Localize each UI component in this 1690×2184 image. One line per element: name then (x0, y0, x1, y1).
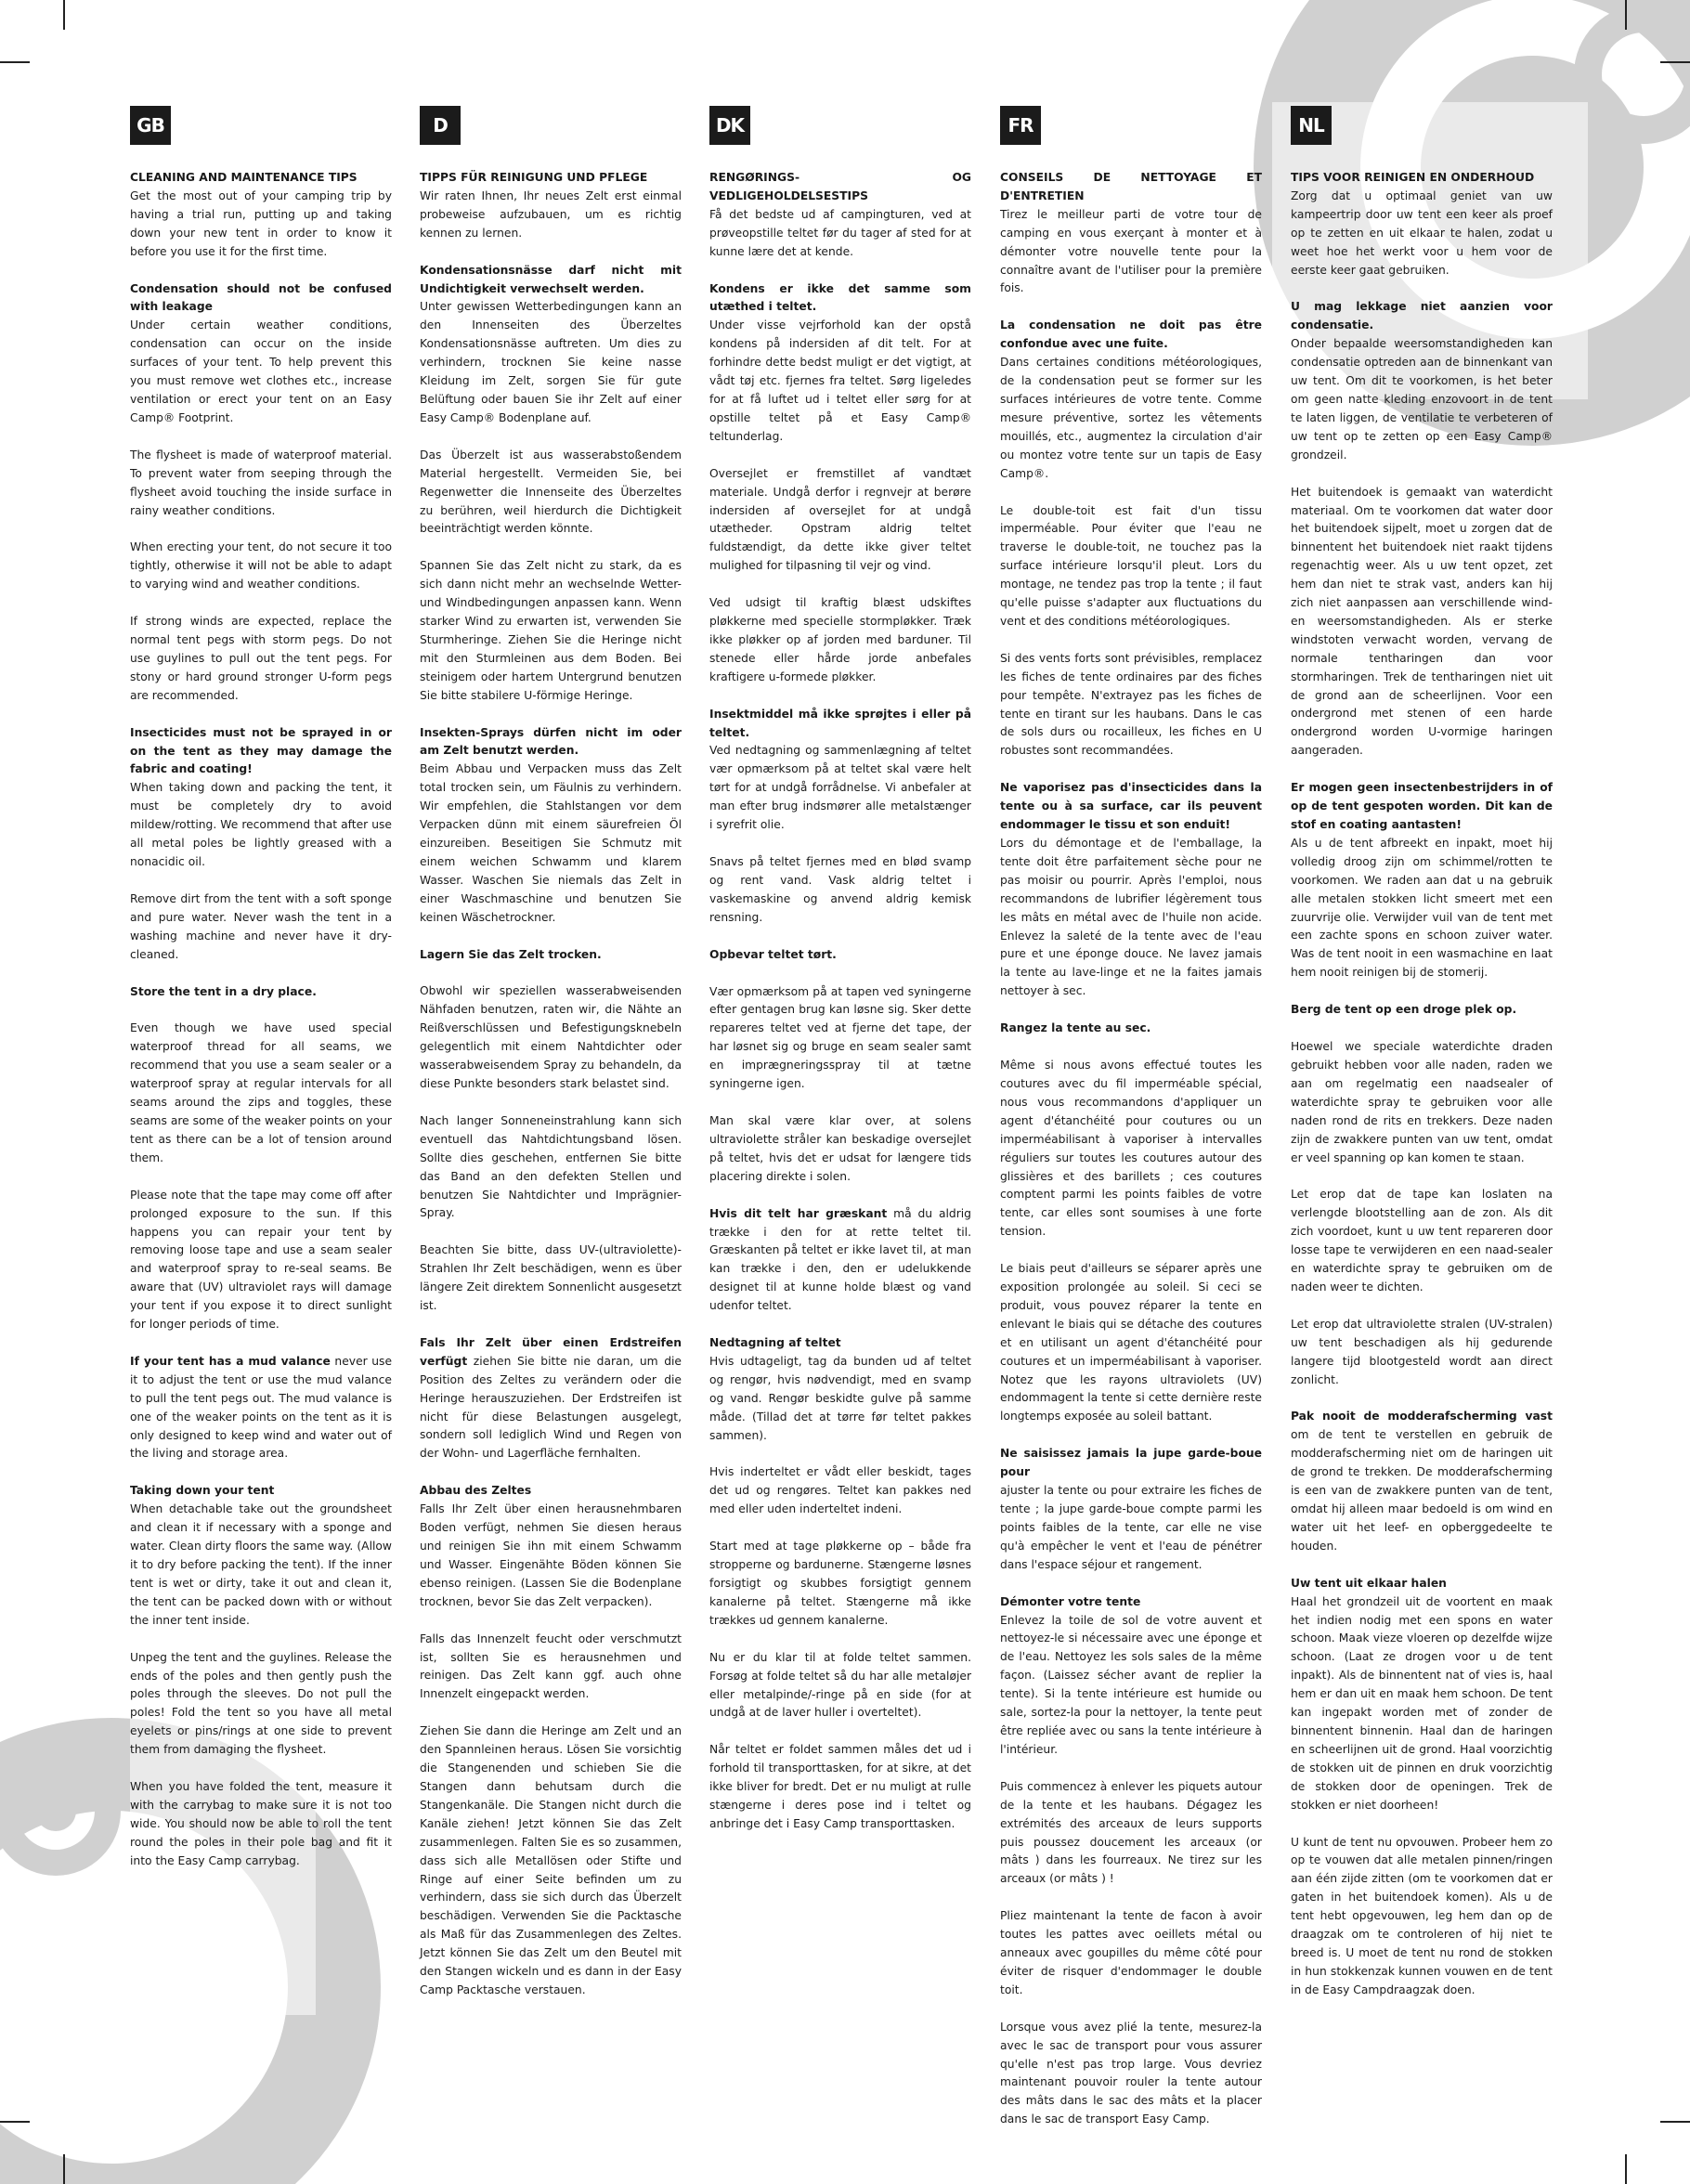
column-fr (1000, 106, 1262, 2148)
section (709, 1334, 971, 1445)
column-nl (1291, 106, 1553, 2019)
crop-mark-tr-v (1625, 0, 1627, 30)
language-badge: D (420, 106, 461, 145)
language-badge: FR (1000, 106, 1041, 145)
section-heading: Rangez la tente au sec. (1000, 1021, 1151, 1035)
section (709, 946, 971, 965)
paragraph: Beachten Sie bitte, dass UV-(ultraviolette)-Strahlen Ihr Zelt beschädigen, wenn es über längere Zeit direktem Sonnenlicht ausgesetzt ist. (420, 1243, 682, 1313)
paragraph: Ved udsigt til kraftig blæst udskiftes pløkkerne med specielle stormpløkker. Træk ikke pløkker op af jorden med barduner. Til stenede eller hårde jorde anbefales kraftigere u-formede pløkker. (709, 596, 971, 683)
body-text: Under visse vejrforhold kan der opstå kondens på indersiden af dit telt. For at forhindre dette bedst muligt er det vigtigt, at vådt tøj etc. fjernes fra teltet. Sørg ligeledes for at få luftet ud i teltet eller sørg for at opstille teltet på et Easy Camp® teltunderlag. (709, 318, 971, 443)
paragraph: Puis commencez à enlever les piquets autour de la tente et les haubans. Dégagez les extrémités des arceaux de leurs supports puis poussez doucement les arceaux (or mâts ) dans les fourreaux. Ne tirez sur les arceaux (or mâts ) ! (1000, 1779, 1262, 1886)
paragraph: Når teltet er foldet sammen måles det ud i forhold til transporttasken, for at sikre, at det ikke bliver for bredt. Det er nu muligt at rulle stængerne i deres pose ind i teltet og anbringe det i Easy Camp transporttasken. (709, 1743, 971, 1830)
body-text: Lors du démontage et de l'emballage, la tente doit être parfaitement sèche pour ne pas moisir ou pourrir. Après l'emploi, nous recommandons de lubrifier légèrement tous les mâts en métal avec de l'huile non acide. Enlevez la saleté de la tente avec de l'eau pure et une éponge douce. Ne lavez jamais la tente au lave-linge et ne la faites jamais nettoyer à sec. (1000, 837, 1262, 998)
section (420, 724, 682, 928)
section-title: TIPS VOOR REINIGEN EN ONDERHOUD (1291, 171, 1535, 184)
section-heading: Insecticides must not be sprayed in or on the tent as they may damage the fabric and coating! (130, 725, 392, 776)
body-text: never use it to adjust the tent or use the mud valance to pull the tent pegs out. The mud valance is one of the weaker points on the tent as it is only designed to keep wind and water out of the living and storage area. (130, 1354, 393, 1461)
paragraph: Das Überzelt ist aus wasserabstoßendem Material hergestellt. Vermeiden Sie, bei Regenwetter die Innenseite des Überzeltes zu berühren, weil hierdurch die Dichtigkeit beeinträchtigt werden könnte. (420, 448, 682, 536)
paragraph: Spannen Sie das Zelt nicht zu stark, da es sich dann nicht mehr an wechselnde Wetter- und Windbedingungen anpassen kann. Wenn starker Wind zu erwarten ist, verwenden Sie Sturmheringe. Ziehen Sie die Heringe nicht mit den Sturmleinen aus dem Boden. Bei steinigem oder hartem Untergrund benutzen Sie bitte stabilere U-förmige Heringe. (420, 559, 682, 702)
section (1291, 1575, 1553, 1815)
section (130, 1482, 392, 1630)
paragraph: Start med at tage pløkkerne op – både fra stropperne og bardunerne. Stængerne løsnes forsigtigt og skubbes forsigtigt gennem kanalerne på teltet. Stængerne må ikke trækkes ud gennem kanalerne. (709, 1540, 971, 1627)
paragraph: Snavs på teltet fjernes med en blød svamp og rent vand. Vask aldrig teltet i vaskemaskine og anvend aldrig kemisk rensning. (709, 855, 971, 924)
crop-mark-br-h (1660, 2121, 1690, 2123)
paragraph: Let erop dat ultraviolette stralen (UV-stralen) uw tent beschadigen als hij gedurende langere tijd blootgesteld wordt aan direct zonlicht. (1291, 1317, 1553, 1386)
section-heading: Nedtagning af teltet (709, 1336, 841, 1350)
section (130, 1353, 392, 1463)
section (709, 706, 971, 835)
body-text: Onder bepaalde weersomstandigheden kan condensatie optreden aan de binnenkant van uw tent. Om dit te voorkomen, is het beter om geen natte kleding enzovoort in de tent te laten liggen, de ventilatie te verbeteren of uw tent op te zetten op een Easy Camp® grondzeil. (1291, 337, 1553, 462)
body-text: om de tent te verstellen en gebruik de modderafscherming niet om de haringen uit de grond te trekken. De modderafscherming is een van de zwakkere punten van de tent, omdat hij alleen maar bedoeld is om wind en water uit het leef- en opberggedeelte te houden. (1291, 1428, 1553, 1553)
body-text: Tirez le meilleur parti de votre tour de camping en vous exerçant à monter et à démonter votre nouvelle tente pour la connaître avant de l'utiliser pour la première fois. (1000, 207, 1262, 295)
language-badge: GB (130, 106, 171, 145)
paragraph: If strong winds are expected, replace the normal tent pegs with storm pegs. Do not use guylines to pull out the tent pegs. For stony or hard ground stronger U-form pegs are recommended. (130, 615, 392, 702)
section-heading: Ne saisissez jamais la jupe garde-boue pour (1000, 1447, 1262, 1479)
section (420, 1482, 682, 1611)
paragraph: When you have folded the tent, measure it with the carrybag to make sure it is not too wide. You should now be able to roll the tent round the poles in their pole bag and fit it into the Easy Camp carrybag. (130, 1780, 392, 1867)
crop-mark-tr-h (1660, 61, 1690, 63)
column-gb (130, 106, 392, 1890)
section-heading: Insekten-Sprays dürfen nicht im oder am Zelt benutzt werden. (420, 725, 682, 758)
body-text: Zorg dat u optimaal geniet van uw kampeertrip door uw tent een keer als proef op te zetten en uit elkaar te halen, zodat u weet hoe het werkt voor u hem voor de eerste keer gaat gebruiken. (1291, 188, 1553, 277)
section-heading: Ne vaporisez pas d'insecticides dans la tente ou à sa surface, car ils peuvent endommager le tissu et son enduit! (1000, 781, 1262, 832)
section-title: RENGØRINGS- OG VEDLIGEHOLDELSESTIPS (709, 171, 971, 202)
section-heading: Insektmiddel må ikke sprøjtes i eller på teltet. (709, 707, 971, 739)
section (420, 262, 682, 428)
paragraph: Let erop dat de tape kan loslaten na verlengde blootstelling aan de zon. Als dit zich voordoet, kunt u uw tent repareren door losse tape te verwijderen en een naad-sealer en waterdichte spray te gebruiken om de naden weer te dichten. (1291, 1188, 1553, 1294)
paragraph: Le double-toit est fait d'un tissu imperméable. Pour éviter que l'eau ne traverse le double-toit, ne touchez pas la surface intérieure lorsqu'il pleut. Lors du montage, ne tendez pas trop la tente ; il faut qu'elle puisse s'adapter aux fluctuations du vent et des conditions météorologiques. (1000, 503, 1262, 628)
crop-mark-br-v (1625, 2154, 1627, 2184)
paragraph: Hvis inderteltet er vådt eller beskidt, tages det ud og rengøres. Teltet kan pakkes ned med eller uden inderteltet indeni. (709, 1465, 971, 1516)
section-heading: Taking down your tent (130, 1484, 275, 1498)
section-heading: Uw tent uit elkaar halen (1291, 1576, 1447, 1590)
paragraph: The flysheet is made of waterproof material. To prevent water from seeping through the flysheet avoid touching the inside surface in rainy weather conditions. (130, 448, 392, 517)
paragraph: Remove dirt from the tent with a soft sponge and pure water. Never wash the tent in a washing machine and never have it dry-cleaned. (130, 891, 392, 961)
section-heading: Kondensationsnässe darf nicht mit Undichtigkeit verwechselt werden. (420, 263, 682, 295)
paragraph: Même si nous avons effectué toutes les coutures avec du fil imperméable spécial, nous vous recommandons d'appliquer un agent d'étanchéité pour coutures ou un imperméabilisant à vaporiser à intervalles réguliers sur toutes les coutures autour des glissières et des barillets ; ces coutures comptent parmi les points faibles de votre tente, car elles sont soumises à une forte tension. (1000, 1059, 1262, 1239)
section (420, 1334, 682, 1463)
paragraph: Even though we have used special waterproof thread for all seams, we recommend that you use a seam sealer or a waterproof spray at regular intervals for all seams around the zips and toggles, these seams are some of the weaker points on your tent as there can be a lot of tension around them. (130, 1021, 392, 1164)
section (1000, 1445, 1262, 1574)
paragraph: Ziehen Sie dann die Heringe am Zelt und an den Spannleinen heraus. Lösen Sie vorsichtig die Stangenenden und schieben Sie die Stangen dann behutsam durch die Stangenkanäle. Die Stangen nicht durch die Kanäle ziehen! Jetzt können Sie das Zelt zusammenlegen. Falten Sie es so zusammen, dass sich alle Metallösen oder Stifte und Ringe auf einer Seite befinden um zu verhindern, dass sie sich durch das Überzelt beschädigen. Verwenden Sie die Packtasche als Maß für das Zusammenlegen des Zeltes. Jetzt können Sie das Zelt um den Beutel mit den Stangen wickeln und es dann in der Easy Camp Packtasche verstauen. (420, 1724, 682, 1996)
crop-mark-bl-v (63, 2154, 65, 2184)
crop-mark-tl-h (0, 61, 30, 63)
body-text: ziehen Sie bitte nie daran, um die Position des Zeltes zu verändern oder die Heringe herauszuziehen. Der Erdstreifen ist nicht für diese Belastungen ausgelegt, sondern soll lediglich Wind und Regen von der Wohn- und Lagerfläche fernhalten. (420, 1354, 682, 1461)
body-text: Get the most out of your camping trip by having a trial run, putting up and taking down your new tent in order to know it before you use it for the first time. (130, 188, 392, 258)
paragraph: Si des vents forts sont prévisibles, remplacez les fiches de tente ordinaires par des fiches pour tempête. N'extrayez pas les fiches de tente en tirant sur les haubans. Dans le cas de sols durs ou rocailleux, les fiches en U robustes sont recommandées. (1000, 651, 1262, 758)
section (130, 724, 392, 872)
section-heading: Kondens er ikke det samme som utæthed i teltet. (709, 281, 971, 314)
section (1000, 1020, 1262, 1038)
body-text: Enlevez la toile de sol de votre auvent et nettoyez-le si nécessaire avec une éponge et de l'eau. Nettoyez les sols sales de la même façon. (Laissez sécher avant de replier la tente). Si la tente intérieure est humide ou sale, sortez-la pour la nettoyer, la tente peut être repliée avec ou sans la tente intérieure à l'intérieur. (1000, 1613, 1262, 1756)
crop-mark-bl-h (0, 2121, 30, 2123)
body-text: ajuster la tente ou pour extraire les fiches de tente ; la jupe garde-boue compte parmi les points faibles de la tente, car elle ne vise qu'à empêcher le vent et l'eau de pénétrer dans l'espace séjour et rangement. (1000, 1484, 1262, 1571)
section-heading: Abbau des Zeltes (420, 1484, 532, 1498)
section (130, 169, 392, 262)
body-text: Haal het grondzeil uit de voortent en maak het indien nodig met een spons en water schoon. Maak vieze vloeren op dezelfde wijze schoon. (Laat ze drogen voor u de tent inpakt). Als de binnentent nat of vies is, haal hem er dan uit en maak hem schoon. De tent kan ingepakt worden met of zonder de binnentent binnenin. Haal dan de haringen en scheerlijnen uit de grond. Haal voorzichtig de stokken uit de pinnen en druk voorzichtig de stokken door de openingen. Trek de stokken er niet doorheen! (1291, 1594, 1553, 1812)
language-badge: DK (709, 106, 750, 145)
paragraph: Vær opmærksom på at tapen ved syningerne efter gentagen brug kan løsne sig. Sker dette repareres teltet ved at fjerne det tape, der har løsnet sig og bruge en seam sealer samt en imprægneringsspray til at tætne syningerne igen. (709, 984, 971, 1091)
section (1291, 1001, 1553, 1020)
paragraph: U kunt de tent nu opvouwen. Probeer hem zo op te vouwen dat alle metalen pinnen/ringen aan één zijde zitten (om te voorkomen dat er gaten in het buitendoek komen). Als u de tent hebt opgevouwen, leg hem dan op de draagzak om te controleren of hij niet te breed is. U moet de tent nu rond de stokken in hun stokkenzak kunnen vouwen en de tent in de Easy Campdraagzak doen. (1291, 1835, 1553, 1996)
body-text: Under certain weather conditions, condensation can occur on the inside surfaces of your tent. To help prevent this you must remove wet clothes etc., increase ventilation or erect your tent on an Easy Camp® Footprint. (130, 318, 392, 424)
section-heading: La condensation ne doit pas être confondue avec une fuite. (1000, 318, 1262, 351)
section-heading: Condensation should not be confused with leakage (130, 281, 392, 314)
section-title: CLEANING AND MAINTENANCE TIPS (130, 171, 358, 184)
section (1000, 317, 1262, 483)
paragraph: Le biais peut d'ailleurs se séparer après une exposition prolongée au soleil. Si ceci se produit, vous pouvez réparer la tente en enlevant le biais qui se détache des coutures et en utilisant un agent d'étanchéité pour coutures et un imperméabilisant à vaporiser. Notez que les rayons ultraviolets (UV) endommagent la tente si cette dernière reste longtemps exposée au soleil battant. (1000, 1262, 1262, 1424)
paragraph: Hoewel we speciale waterdichte draden gebruikt hebben voor alle naden, raden we aan om regelmatig een naadsealer of waterdichte spray te gebruiken voor alle naden rond de rits en trekkers. Deze naden zijn de zwakkere punten van uw tent, omdat er veel spanning op kan komen te staan. (1291, 1040, 1553, 1164)
section (1291, 779, 1553, 982)
lead-in: Pak nooit de modderafscherming vast (1291, 1410, 1553, 1424)
section-heading: Opbevar teltet tørt. (709, 947, 837, 961)
paragraph: Please note that the tape may come off after prolonged exposure to the sun. If this happens you can repair your tent by removing loose tape and use a seam sealer and waterproof spray to re-seal seams. Be aware that (UV) ultraviolet rays will damage your tent if you expose it to direct sunlight for longer periods of time. (130, 1188, 392, 1332)
language-badge: NL (1291, 106, 1332, 145)
body-text: Få det bedste ud af campingturen, ved at prøveopstille teltet før du tager af sted for at kunne lære det at kende. (709, 207, 971, 258)
section-heading: Store the tent in a dry place. (130, 984, 317, 998)
section (130, 280, 392, 428)
section-title: CONSEILS DE NETTOYAGE ET D'ENTRETIEN (1000, 171, 1262, 202)
column-dk (709, 106, 971, 1852)
section (709, 169, 971, 262)
lead-in: If your tent has a mud valance (130, 1354, 331, 1368)
language-columns (130, 106, 1579, 2149)
paragraph: Obwohl wir speziellen wasserabweisenden Nähfaden benutzen, raten wir, die Nähte an Reißverschlüssen und Befestigungsknebeln gelegentlich mit einem Nahtdichter oder wasserabweisendem Spray zu behandeln, da diese Punkte besonders stark belastet sind. (420, 984, 682, 1090)
body-text: Falls Ihr Zelt über einen herausnehmbaren Boden verfügt, nehmen Sie diesen heraus und reinigen Sie ihn mit einem Schwamm und Wasser. Eingenähte Böden können Sie ebenso reinigen. (Lassen Sie die Bodenplane trocknen, bevor Sie das Zelt verpacken). (420, 1502, 682, 1608)
paragraph: Nu er du klar til at folde teltet sammen. Forsøg at folde teltet så du har alle metaløjer eller metalpinde/-ringe på en side (for at undgå at de laver huller i overteltet). (709, 1650, 971, 1720)
section (130, 983, 392, 1002)
section-heading: U mag lekkage niet aanzien voor condensatie. (1291, 300, 1553, 332)
section (420, 169, 682, 243)
section (1291, 298, 1553, 464)
section (420, 946, 682, 965)
paragraph: Nach langer Sonneneinstrahlung kann sich eventuell das Nahtdichtungsband lösen. Sollte dies geschehen, entfernen Sie bitte das Band an den defekten Stellen und benutzen Sie Nahtdichter und Imprägnier-Spray. (420, 1113, 682, 1220)
paragraph: Pliez maintenant la tente de facon à avoir toutes les pattes avec oeillets métal ou anneaux avec goupilles du même côté pour éviter de risquer d'endommager le double toit. (1000, 1909, 1262, 1996)
column-d (420, 106, 682, 2019)
section (1291, 169, 1553, 280)
section-heading: Démonter votre tente (1000, 1594, 1141, 1608)
dot-bottom-left (35, 1790, 76, 1831)
body-text: When taking down and packing the tent, it must be completely dry to avoid mildew/rotting. We recommend that after use all metal poles be lightly greased with a nonacidic oil. (130, 781, 392, 868)
body-text: må du aldrig trække i den for at rette teltet til. Græskanten på teltet er ikke lavet til, at man kan trække i den, den er udelukkende designet til at kunne holde blæst og vand udenfor teltet. (709, 1206, 971, 1313)
body-text: Dans certaines conditions météorologiques, de la condensation peut se former sur les surfaces intérieures de votre tente. Comme mesure préventive, sortez les vêtements mouillés, etc., augmentez la circulation d'air ou montez votre tente sur un tapis de Easy Camp®. (1000, 356, 1262, 480)
body-text: Wir raten Ihnen, Ihr neues Zelt erst einmal probeweise aufzubauen, um es richtig kennen zu lernen. (420, 188, 682, 240)
section (709, 1205, 971, 1316)
body-text: Als u de tent afbreekt en inpakt, moet hij volledig droog zijn om schimmel/rotten te voorkomen. We raden aan dat u na gebruik alle metalen stokken licht smeert met een zuurvrije olie. Verwijder vuil van de tent met een zachte spons en schoon zuiver water. Was de tent nooit in een wasmachine en laat hem nooit reinigen bij de stomerij. (1291, 836, 1553, 980)
lead-in: Fals Ihr Zelt über einen Erdstreifen verfügt (420, 1335, 682, 1368)
section (1000, 1593, 1262, 1760)
crop-mark-tl-v (63, 0, 65, 30)
paragraph: Lorsque vous avez plié la tente, mesurez-la avec le sac de transport pour vous assurer qu'elle n'est pas trop large. Vous devriez maintenant pouvoir rouler la tente autour des mâts dans le sac des mâts et la placer dans le sac de transport Easy Camp. (1000, 2020, 1262, 2126)
paragraph: Oversejlet er fremstillet af vandtæt materiale. Undgå derfor i regnvejr at berøre indersiden af oversejlet for at undgå utætheder. Opstram aldrig teltet fuldstændigt, da dette ikke giver teltet mulighed for tilpasning til vejr og vind. (709, 466, 971, 573)
body-text: Hvis udtageligt, tag da bunden ud af teltet og rengør, hvis nødvendigt, med en svamp og vand. Rengør beskidte gulve på samme måde. (Tillad det at tørre før teltet pakkes sammen). (709, 1354, 971, 1442)
paragraph: When erecting your tent, do not secure it too tightly, otherwise it will not be able to adapt to varying wind and weather conditions. (130, 540, 392, 592)
body-text: When detachable take out the groundsheet and clean it if necessary with a sponge and water. Clean dirty floors the same way. (Allow it to dry before packing the tent). If the inner tent is wet or dirty, take it out and clean it, the tent can be packed down with or without the inner tent inside. (130, 1502, 392, 1627)
section-heading: Berg de tent op een droge plek op. (1291, 1003, 1517, 1017)
section (1000, 779, 1262, 1001)
section-heading: Er mogen geen insectenbestrijders in of op de tent gespoten worden. Dit kan de stof en coating aantasten! (1291, 781, 1553, 831)
lead-in: Hvis dit telt har græskant (709, 1206, 888, 1220)
paragraph: Unpeg the tent and the guylines. Release the ends of the poles and then gently push the poles through the sleeves. Do not pull the poles! Fold the tent so you have all metal eyelets or pins/rings at one side to prevent them from damaging the flysheet. (130, 1650, 392, 1757)
body-text: Beim Abbau und Verpacken muss das Zelt total trocken sein, um Fäulnis zu verhindern. Wir empfehlen, die Stahlstangen vor dem Verpacken dünn mit einem säurefreien Öl einzureiben. Beseitigen Sie Schmutz mit einem weichen Schwamm und klarem Wasser. Waschen Sie niemals das Zelt in einer Waschmaschine und benutzen Sie keinen Wäschetrockner. (420, 762, 682, 924)
paragraph: Het buitendoek is gemaakt van waterdicht materiaal. Om te voorkomen dat water door het buitendoek sijpelt, moet u zorgen dat de binnentent het buitendoek niet raakt tijdens regenachtig weer. Als u uw tent opzet, zet hem dan niet te strak vast, anders kan hij zich niet aanpassen aan verschillende wind- en weersomstandigheden. Als er sterke windstoten verwacht worden, vervang de normale tentharingen dan voor stormharingen. Trek de tentharingen niet uit de grond aan de scheerlijnen. Voor een ondergrond met stenen of een harde ondergrond worden U-vormige haringen aangeraden. (1291, 485, 1553, 758)
paragraph: Falls das Innenzelt feucht oder verschmutzt ist, sollten Sie es herausnehmen und reinigen. Das Zelt kann ggf. auch ohne Innenzelt eingepackt werden. (420, 1632, 682, 1701)
section (709, 280, 971, 447)
section-heading: Lagern Sie das Zelt trocken. (420, 947, 602, 961)
body-text: Ved nedtagning og sammenlægning af teltet vær opmærksom på at teltet skal være helt tørt for at undgå forrådnelse. Vi anbefaler at man efter brug indsmører alle metalstænger i syrefrit olie. (709, 744, 971, 832)
body-text: Unter gewissen Wetterbedingungen kann an den Innenseiten des Überzeltes Kondensationsnässe auftreten. Um dies zu verhindern, trocknen Sie keine nasse Kleidung im Zelt, sorgen Sie für gute Belüftung oder bauen Sie ihr Zelt auf einer Easy Camp® Bodenplane auf. (420, 300, 682, 424)
section (1000, 169, 1262, 298)
paragraph: Man skal være klar over, at solens ultraviolette stråler kan beskadige oversejlet på teltet, hvis det er udsat for længere tids placering direkte i solen. (709, 1113, 971, 1183)
section (1291, 1408, 1553, 1555)
section-title: TIPPS FÜR REINIGUNG UND PFLEGE (420, 171, 648, 184)
